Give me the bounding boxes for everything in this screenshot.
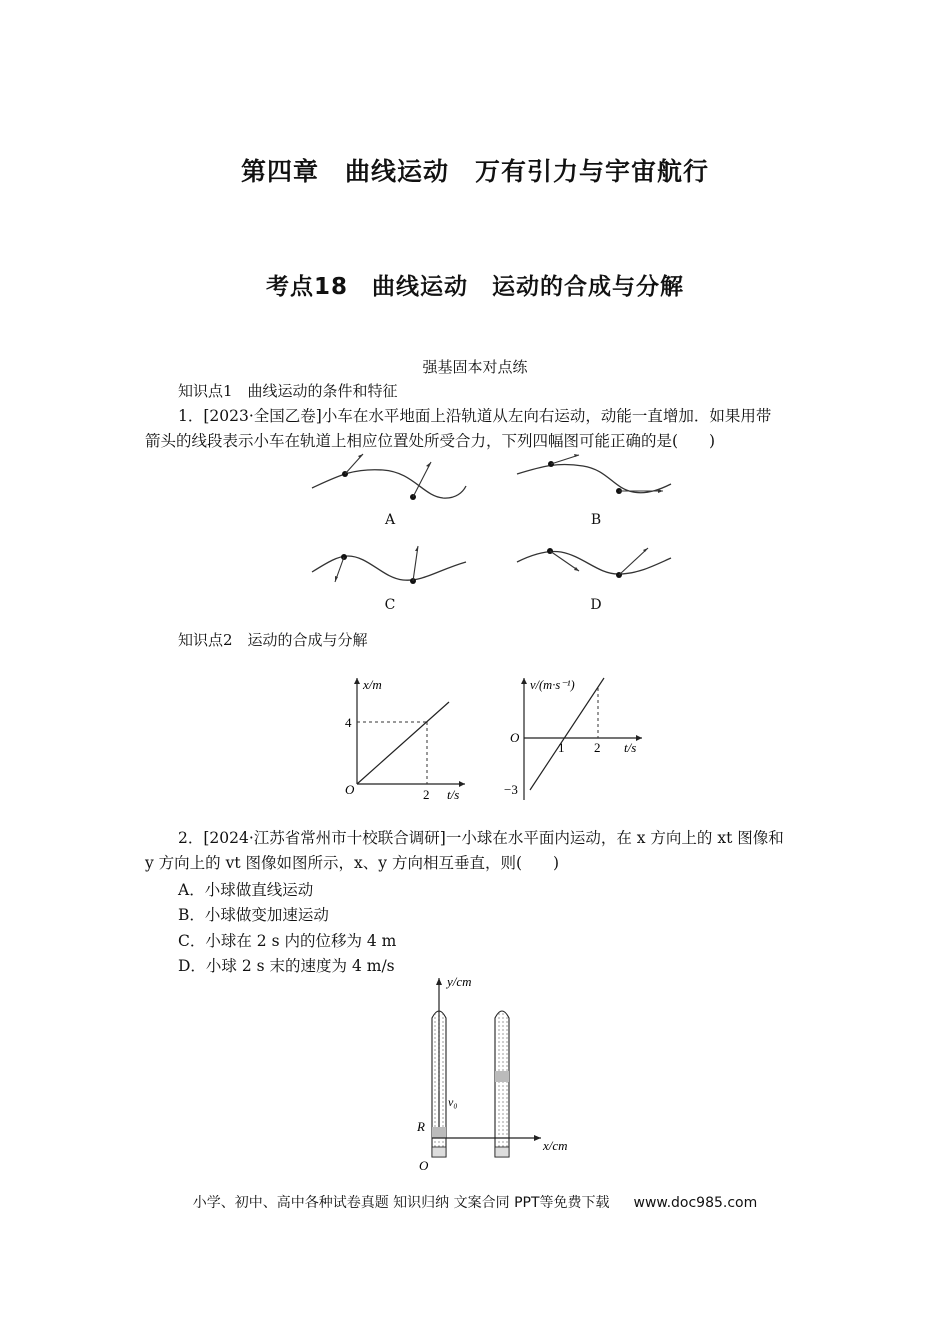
option-d: D．小球 2 s 末的速度为 4 m/s — [178, 957, 395, 975]
footer-url[interactable]: www.doc985.com — [633, 1195, 758, 1211]
knowledge-point-2: 知识点2 运动的合成与分解 — [178, 631, 368, 649]
option-a: A．小球做直线运动 — [178, 881, 314, 899]
option-b: B．小球做变加速运动 — [178, 906, 329, 924]
vt-graph — [500, 672, 650, 804]
question-2-line-1: 2．[2024·江苏省常州市十校联合调研]一小球在水平面内运动，在 x 方向上的 xt 图像和 — [178, 829, 784, 847]
question-2 — [145, 826, 811, 876]
figure-d — [513, 540, 678, 600]
figure-c-label: C — [384, 597, 396, 613]
xt-x-tick: 2 — [423, 787, 430, 802]
tube-x-axis-label: x/cm — [543, 1138, 568, 1153]
tube-figure — [405, 972, 590, 1174]
xt-ylabel: x/m — [363, 677, 382, 692]
tube-object-label: R — [417, 1119, 425, 1134]
figure-d-label: D — [590, 597, 602, 613]
question-1-line-2: 箭头的线段表示小车在轨道上相应位置处所受合力，下列四幅图可能正确的是( ) — [145, 432, 716, 450]
xt-graph — [335, 672, 475, 802]
footer — [0, 1192, 950, 1212]
option-c: C．小球在 2 s 内的位移为 4 m — [178, 932, 397, 950]
section-heading: 强基固本对点练 — [422, 358, 528, 376]
vt-ylabel: v/(m·s⁻¹) — [530, 678, 575, 692]
tube-origin: O — [419, 1158, 429, 1173]
question-1-line-1: 1．[2023·全国乙卷]小车在水平地面上沿轨道从左向右运动，动能一直增加．如果用带 — [178, 407, 772, 425]
footer-text: 小学、初中、高中各种试卷真题 知识归纳 文案合同 PPT等免费下载 — [192, 1195, 610, 1211]
vt-origin: O — [510, 730, 520, 745]
figure-a — [308, 448, 473, 508]
figure-b — [513, 448, 678, 508]
question-1 — [145, 404, 811, 454]
vt-xlabel: t/s — [624, 740, 637, 755]
knowledge-point-1: 知识点1 曲线运动的条件和特征 — [178, 382, 398, 400]
figure-c — [308, 540, 473, 600]
question-2-line-2: y 方向上的 vt 图像如图所示，x、y 方向相互垂直，则( ) — [145, 854, 560, 872]
figure-b-label: B — [590, 512, 602, 528]
vt-x-tick-2: 2 — [594, 740, 601, 755]
xt-xlabel: t/s — [447, 787, 460, 802]
figure-a-label: A — [384, 512, 396, 528]
xt-y-tick: 4 — [345, 715, 352, 730]
chapter-title: 第四章 曲线运动 万有引力与宇宙航行 — [240, 157, 709, 186]
vt-x-tick-1: 1 — [558, 740, 565, 755]
tube-velocity-label: v₀ — [448, 1095, 458, 1109]
xt-origin: O — [345, 782, 355, 797]
topic-title: 考点18 曲线运动 运动的合成与分解 — [265, 274, 684, 300]
tube-y-axis-label: y/cm — [447, 974, 472, 989]
vt-y-tick: −3 — [504, 782, 518, 797]
